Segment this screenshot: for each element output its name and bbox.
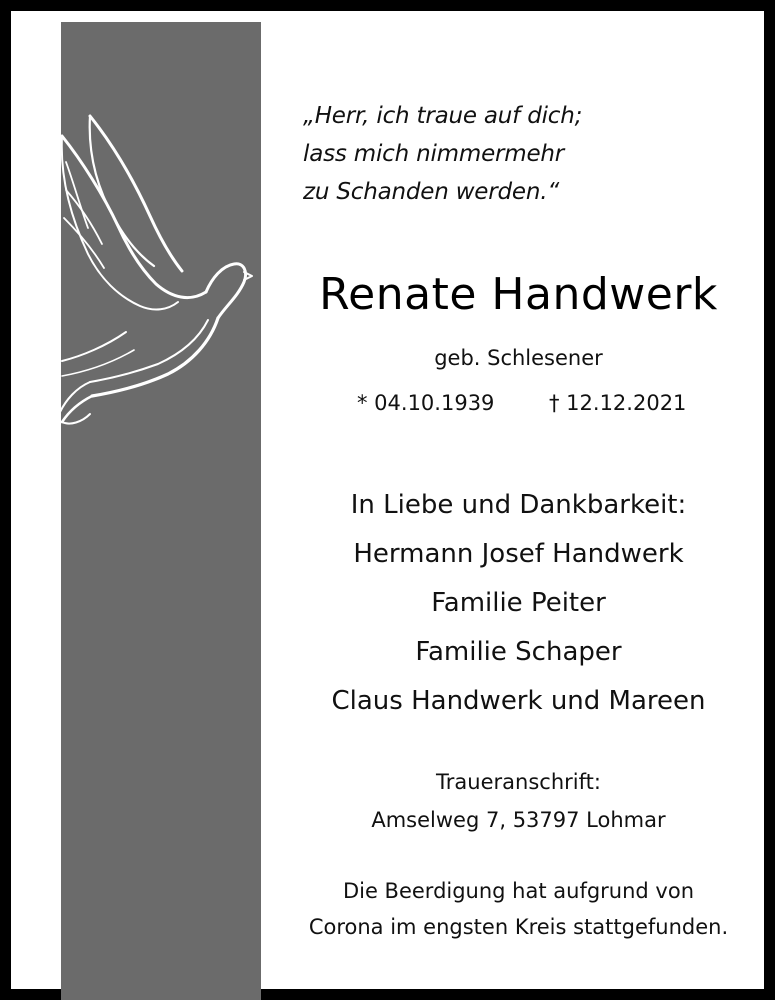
mourner-name: Hermann Josef Handwerk: [353, 539, 684, 569]
note-line: Corona im engsten Kreis stattgefunden.: [308, 915, 729, 939]
dove-icon: [22, 106, 262, 436]
death-date: † 12.12.2021: [549, 391, 687, 415]
mourning-address: [266, 763, 771, 839]
quote-line: lass mich nimmermehr: [303, 141, 565, 167]
quote-line: zu Schanden werden.“: [303, 179, 560, 205]
birth-name: geb. Schlesener: [434, 346, 603, 370]
note-line: Die Beerdigung hat aufgrund von: [342, 879, 695, 903]
address-value: Amselweg 7, 53797 Lohmar: [371, 808, 666, 832]
address-label: Traueranschrift:: [436, 770, 601, 794]
quote-line: „Herr, ich traue auf dich;: [303, 103, 583, 129]
funeral-note: [266, 873, 771, 945]
mourner-name: Familie Schaper: [415, 637, 622, 667]
mourners-heading: In Liebe und Dankbarkeit:: [350, 490, 687, 520]
bible-quote: [303, 97, 723, 211]
mourners-list: [266, 481, 771, 726]
birth-date: * 04.10.1939: [357, 391, 495, 415]
mourner-name: Familie Peiter: [431, 588, 606, 618]
deceased-name: Renate Handwerk: [319, 269, 718, 320]
mourner-name: Claus Handwerk und Mareen: [331, 686, 706, 716]
